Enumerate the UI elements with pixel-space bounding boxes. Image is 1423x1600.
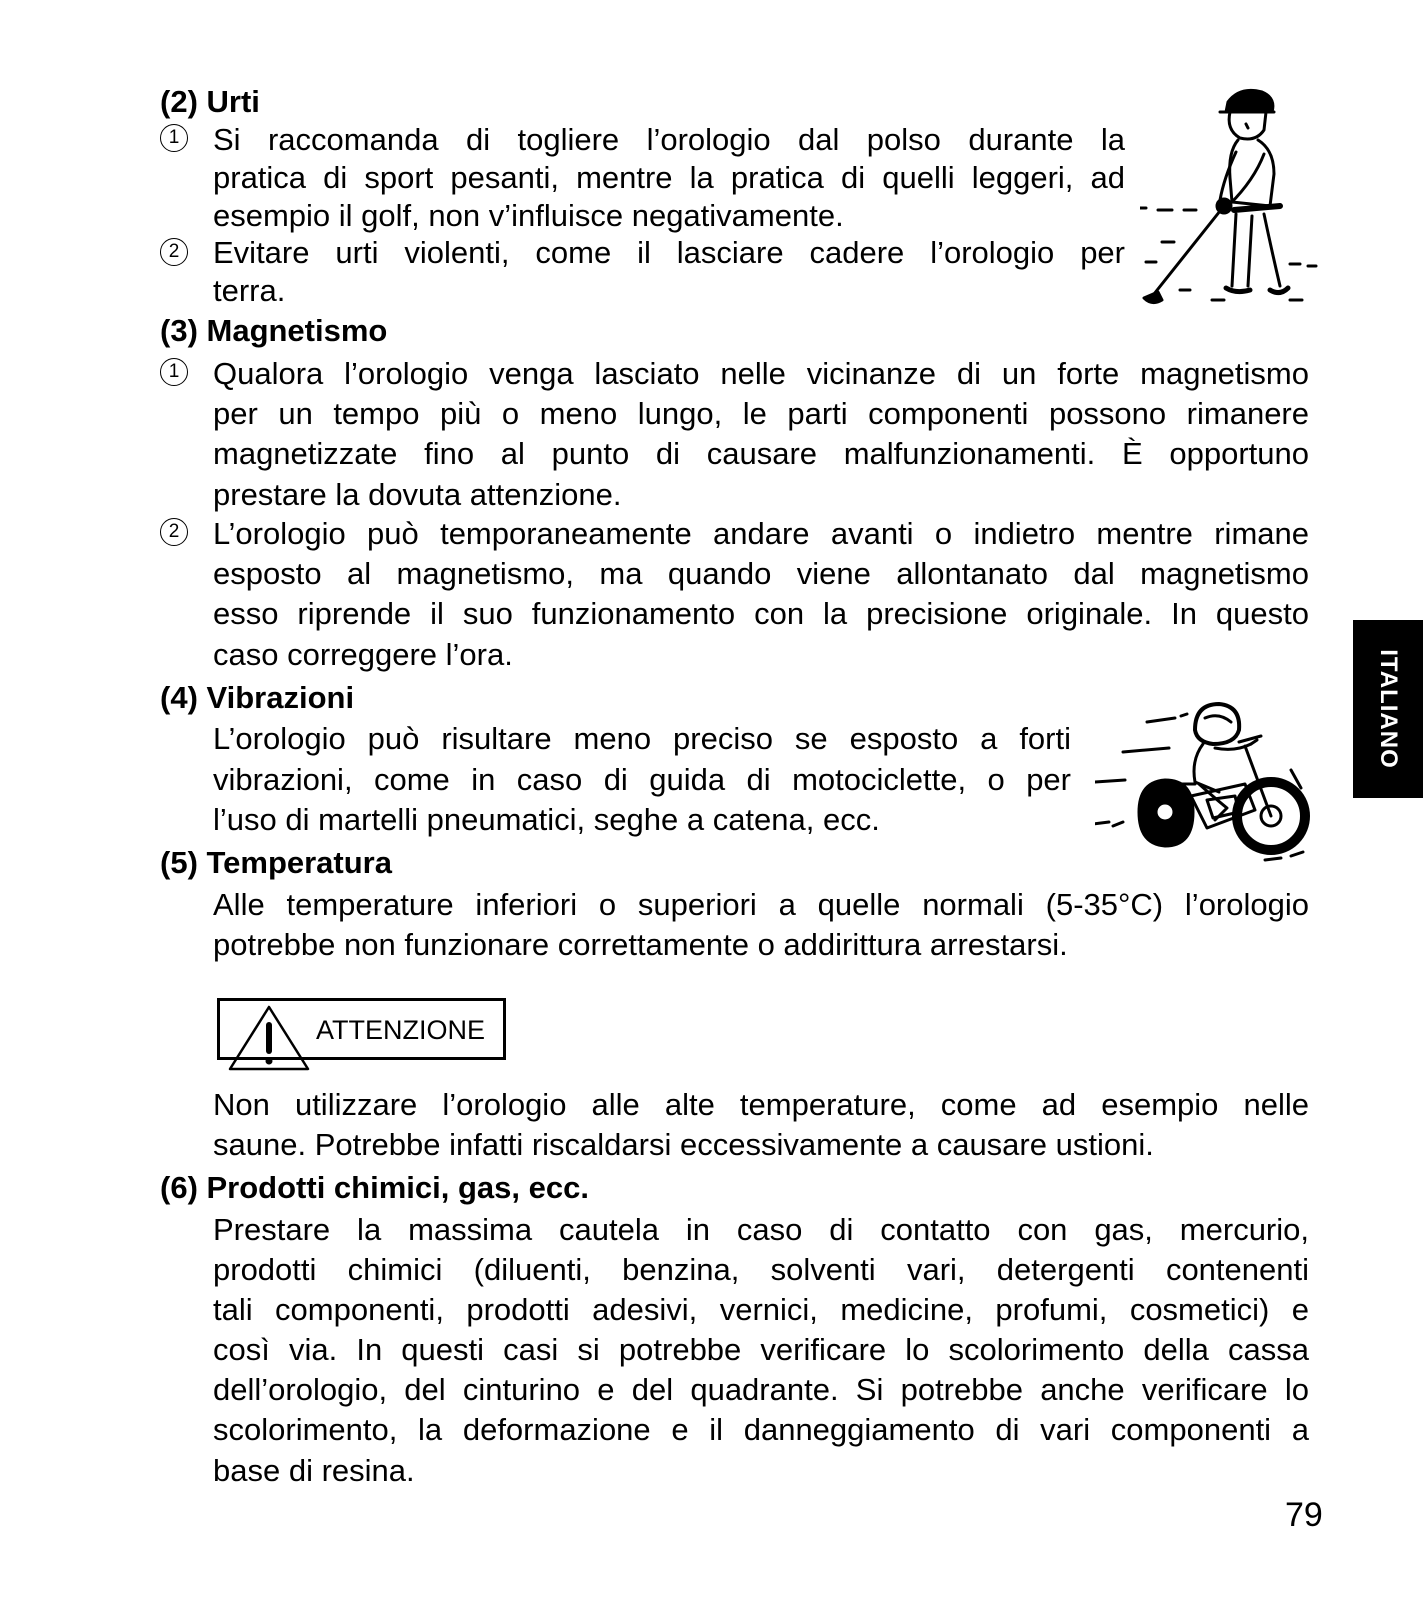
item-marker: 1 — [160, 358, 188, 386]
temperatura-line-1: Alle temperature inferiori o superiori a quelle normali (5-35°C) l’orologio — [213, 887, 1309, 922]
section-heading-magnetismo: (3) Magnetismo — [160, 313, 388, 348]
page-number: 79 — [1285, 1496, 1323, 1534]
warning-text-line-1: Non utilizzare l’orologio alle alte temperature, come ad esempio nelle — [213, 1087, 1309, 1122]
warning-box — [217, 998, 506, 1060]
urti-item-1-line-3: esempio il golf, non v’influisce negativamente. — [213, 198, 844, 233]
magnetismo-item-2-line-4: caso correggere l’ora. — [213, 637, 513, 672]
warning-label: ATTENZIONE — [316, 1015, 486, 1045]
vibrazioni-line-1: L’orologio può risultare meno preciso se esposto a forti — [213, 721, 1071, 756]
urti-item-1-line-2: pratica di sport pesanti, mentre la pratica di quelli leggeri, ad — [213, 160, 1125, 195]
language-tab — [1353, 620, 1423, 798]
item-marker: 1 — [160, 124, 188, 152]
prodotti-line-7: base di resina. — [213, 1453, 415, 1488]
prodotti-line-2: prodotti chimici (diluenti, benzina, solventi vari, detergenti contenenti — [213, 1252, 1309, 1287]
language-tab-label: ITALIANO — [1375, 649, 1402, 769]
prodotti-line-5: dell’orologio, del cinturino e del quadrante. Si potrebbe anche verificare lo — [213, 1372, 1309, 1407]
section-heading-vibrazioni: (4) Vibrazioni — [160, 680, 355, 715]
magnetismo-item-1-line-1: Qualora l’orologio venga lasciato nelle vicinanze di un forte magnetismo — [213, 356, 1309, 391]
magnetismo-item-2-line-2: esposto al magnetismo, ma quando viene allontanato dal magnetismo — [213, 556, 1309, 591]
section-heading-temperatura: (5) Temperatura — [160, 845, 392, 880]
magnetismo-item-1-line-2: per un tempo più o meno lungo, le parti componenti possono rimanere — [213, 396, 1309, 431]
magnetismo-item-2-line-1: L’orologio può temporaneamente andare avanti o indietro mentre rimane — [213, 516, 1309, 551]
vibrazioni-line-3: l’uso di martelli pneumatici, seghe a catena, ecc. — [213, 802, 880, 837]
warning-triangle-icon — [228, 1005, 310, 1071]
magnetismo-item-1-line-4: prestare la dovuta attenzione. — [213, 477, 622, 512]
magnetismo-item-2-line-3: esso riprende il suo funzionamento con la precisione originale. In questo — [213, 596, 1309, 631]
golfer-illustration — [1140, 82, 1330, 322]
urti-item-2-line-1: Evitare urti violenti, come il lasciare cadere l’orologio per — [213, 235, 1125, 270]
prodotti-line-6: scolorimento, la deformazione e il danneggiamento di vari componenti a — [213, 1412, 1309, 1447]
urti-item-2-line-2: terra. — [213, 273, 286, 308]
magnetismo-item-1-line-3: magnetizzate fino al punto di causare malfunzionamenti. È opportuno — [213, 436, 1309, 471]
item-marker: 2 — [160, 518, 188, 546]
prodotti-line-4: così via. In questi casi si potrebbe verificare lo scolorimento della cassa — [213, 1332, 1309, 1367]
warning-text-line-2: saune. Potrebbe infatti riscaldarsi eccessivamente a causare ustioni. — [213, 1127, 1154, 1162]
motorcyclist-illustration — [1095, 700, 1325, 880]
prodotti-line-1: Prestare la massima cautela in caso di contatto con gas, mercurio, — [213, 1212, 1309, 1247]
temperatura-line-2: potrebbe non funzionare correttamente o addirittura arrestarsi. — [213, 927, 1068, 962]
urti-item-1-line-1: Si raccomanda di togliere l’orologio dal polso durante la — [213, 122, 1125, 157]
vibrazioni-line-2: vibrazioni, come in caso di guida di motociclette, o per — [213, 762, 1071, 797]
item-marker: 2 — [160, 238, 188, 266]
section-heading-urti: (2) Urti — [160, 84, 260, 119]
section-heading-prodotti: (6) Prodotti chimici, gas, ecc. — [160, 1170, 589, 1205]
prodotti-line-3: tali componenti, prodotti adesivi, vernici, medicine, profumi, cosmetici) e — [213, 1292, 1309, 1327]
